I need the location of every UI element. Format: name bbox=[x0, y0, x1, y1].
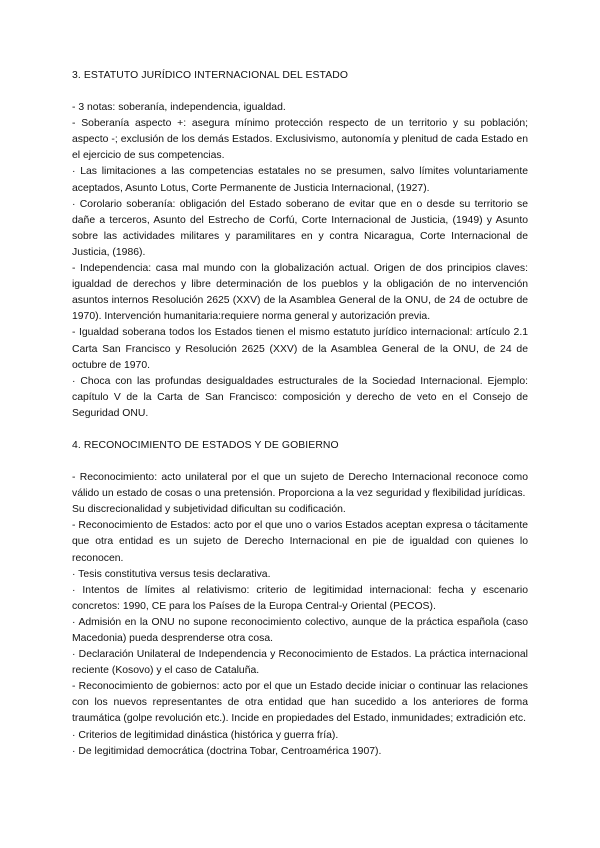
paragraph: · De legitimidad democrática (doctrina Tobar, Centroamérica 1907). bbox=[72, 745, 382, 757]
paragraph: · Intentos de límites al relativismo: criterio de legitimidad internacional: fecha y escenario concretos: 1990, CE para los Países de la Europa Central-y Oriental (PECOS). bbox=[72, 584, 528, 612]
paragraph: · Choca con las profundas desigualdades estructurales de la Sociedad Internacional. Ejemplo: capítulo V de la Carta de San Francisco: composición y derecho de veto en el Consejo de Seguridad ONU. bbox=[72, 375, 528, 419]
paragraph: - Soberanía aspecto +: asegura mínimo protección respecto de un territorio y su población; aspecto -; exclusión de los demás Estados. Exclusivismo, autonomía y plenitud de cada Estado en el ejercicio de sus competencias. bbox=[72, 118, 528, 162]
section-heading: 3. ESTATUTO JURÍDICO INTERNACIONAL DEL ESTADO bbox=[72, 70, 349, 81]
paragraph: - Reconocimiento: acto unilateral por el que un sujeto de Derecho Internacional reconoce como válido un estado de cosas o una pretensión. Proporciona a la vez seguridad y flexibilidad jurídicas. bbox=[72, 472, 528, 500]
section-heading: 4. RECONOCIMIENTO DE ESTADOS Y DE GOBIERNO bbox=[72, 439, 339, 451]
paragraph: · Criterios de legitimidad dinástica (histórica y guerra fría). bbox=[72, 729, 339, 741]
section-reconocimiento bbox=[72, 438, 528, 760]
document-page bbox=[72, 68, 528, 760]
paragraph: - Igualdad soberana todos los Estados tienen el mismo estatuto jurídico internacional: artículo 2.1 Carta San Francisco y Resolución 2625 (XXV) de la Asamblea General de la ONU, de 24 de octubre de 1970. bbox=[72, 327, 528, 371]
paragraph: · Tesis constitutiva versus tesis declarativa. bbox=[72, 568, 271, 580]
paragraph: · Declaración Unilateral de Independencia y Reconocimiento de Estados. La práctica internacional reciente (Kosovo) y el caso de Cataluña. bbox=[72, 649, 528, 677]
section-estatuto-juridico bbox=[72, 68, 528, 422]
paragraph: - Reconocimiento de gobiernos: acto por el que un Estado decide iniciar o continuar las relaciones con los nuevos representantes de otra entidad que han sucedido a los anteriores de forma traumática (golpe revolución etc.). Incide en propiedades del Estado, inmunidades; extradición etc. bbox=[72, 681, 528, 725]
paragraph: - Reconocimiento de Estados: acto por el que uno o varios Estados aceptan expresa o tácitamente que otra entidad es un sujeto de Derecho Internacional en pie de igualdad con quienes lo reconocen. bbox=[72, 520, 528, 564]
paragraph: Su discrecionalidad y subjetividad dificultan su codificación. bbox=[72, 504, 346, 516]
paragraph: - Independencia: casa mal mundo con la globalización actual. Origen de dos principios claves: igualdad de derechos y libre determinación de los pueblos y la obligación de no intervención asuntos internos Resolución 2625 (XXV) de la Asamblea General de la ONU, de 24 de octubre de 1970). Intervención humanitaria:requiere norma general y autorización previa. bbox=[72, 263, 528, 323]
paragraph: - 3 notas: soberanía, independencia, igualdad. bbox=[72, 102, 286, 114]
paragraph: · Las limitaciones a las competencias estatales no se presumen, salvo límites voluntariamente aceptados, Asunto Lotus, Corte Permanente de Justicia Internacional, (1927). bbox=[72, 166, 528, 194]
paragraph: · Admisión en la ONU no supone reconocimiento colectivo, aunque de la práctica española (caso Macedonia) pueda desprenderse otra cosa. bbox=[72, 616, 528, 644]
paragraph: · Corolario soberanía: obligación del Estado soberano de evitar que en o desde su territorio se dañe a terceros, Asunto del Estrecho de Corfú, Corte Internacional de Justicia, (1949) y Asunto sobre las actividades militares y paramilitares en y contra Nicaragua, Corte Internacional de Justicia, (1986). bbox=[72, 198, 528, 258]
